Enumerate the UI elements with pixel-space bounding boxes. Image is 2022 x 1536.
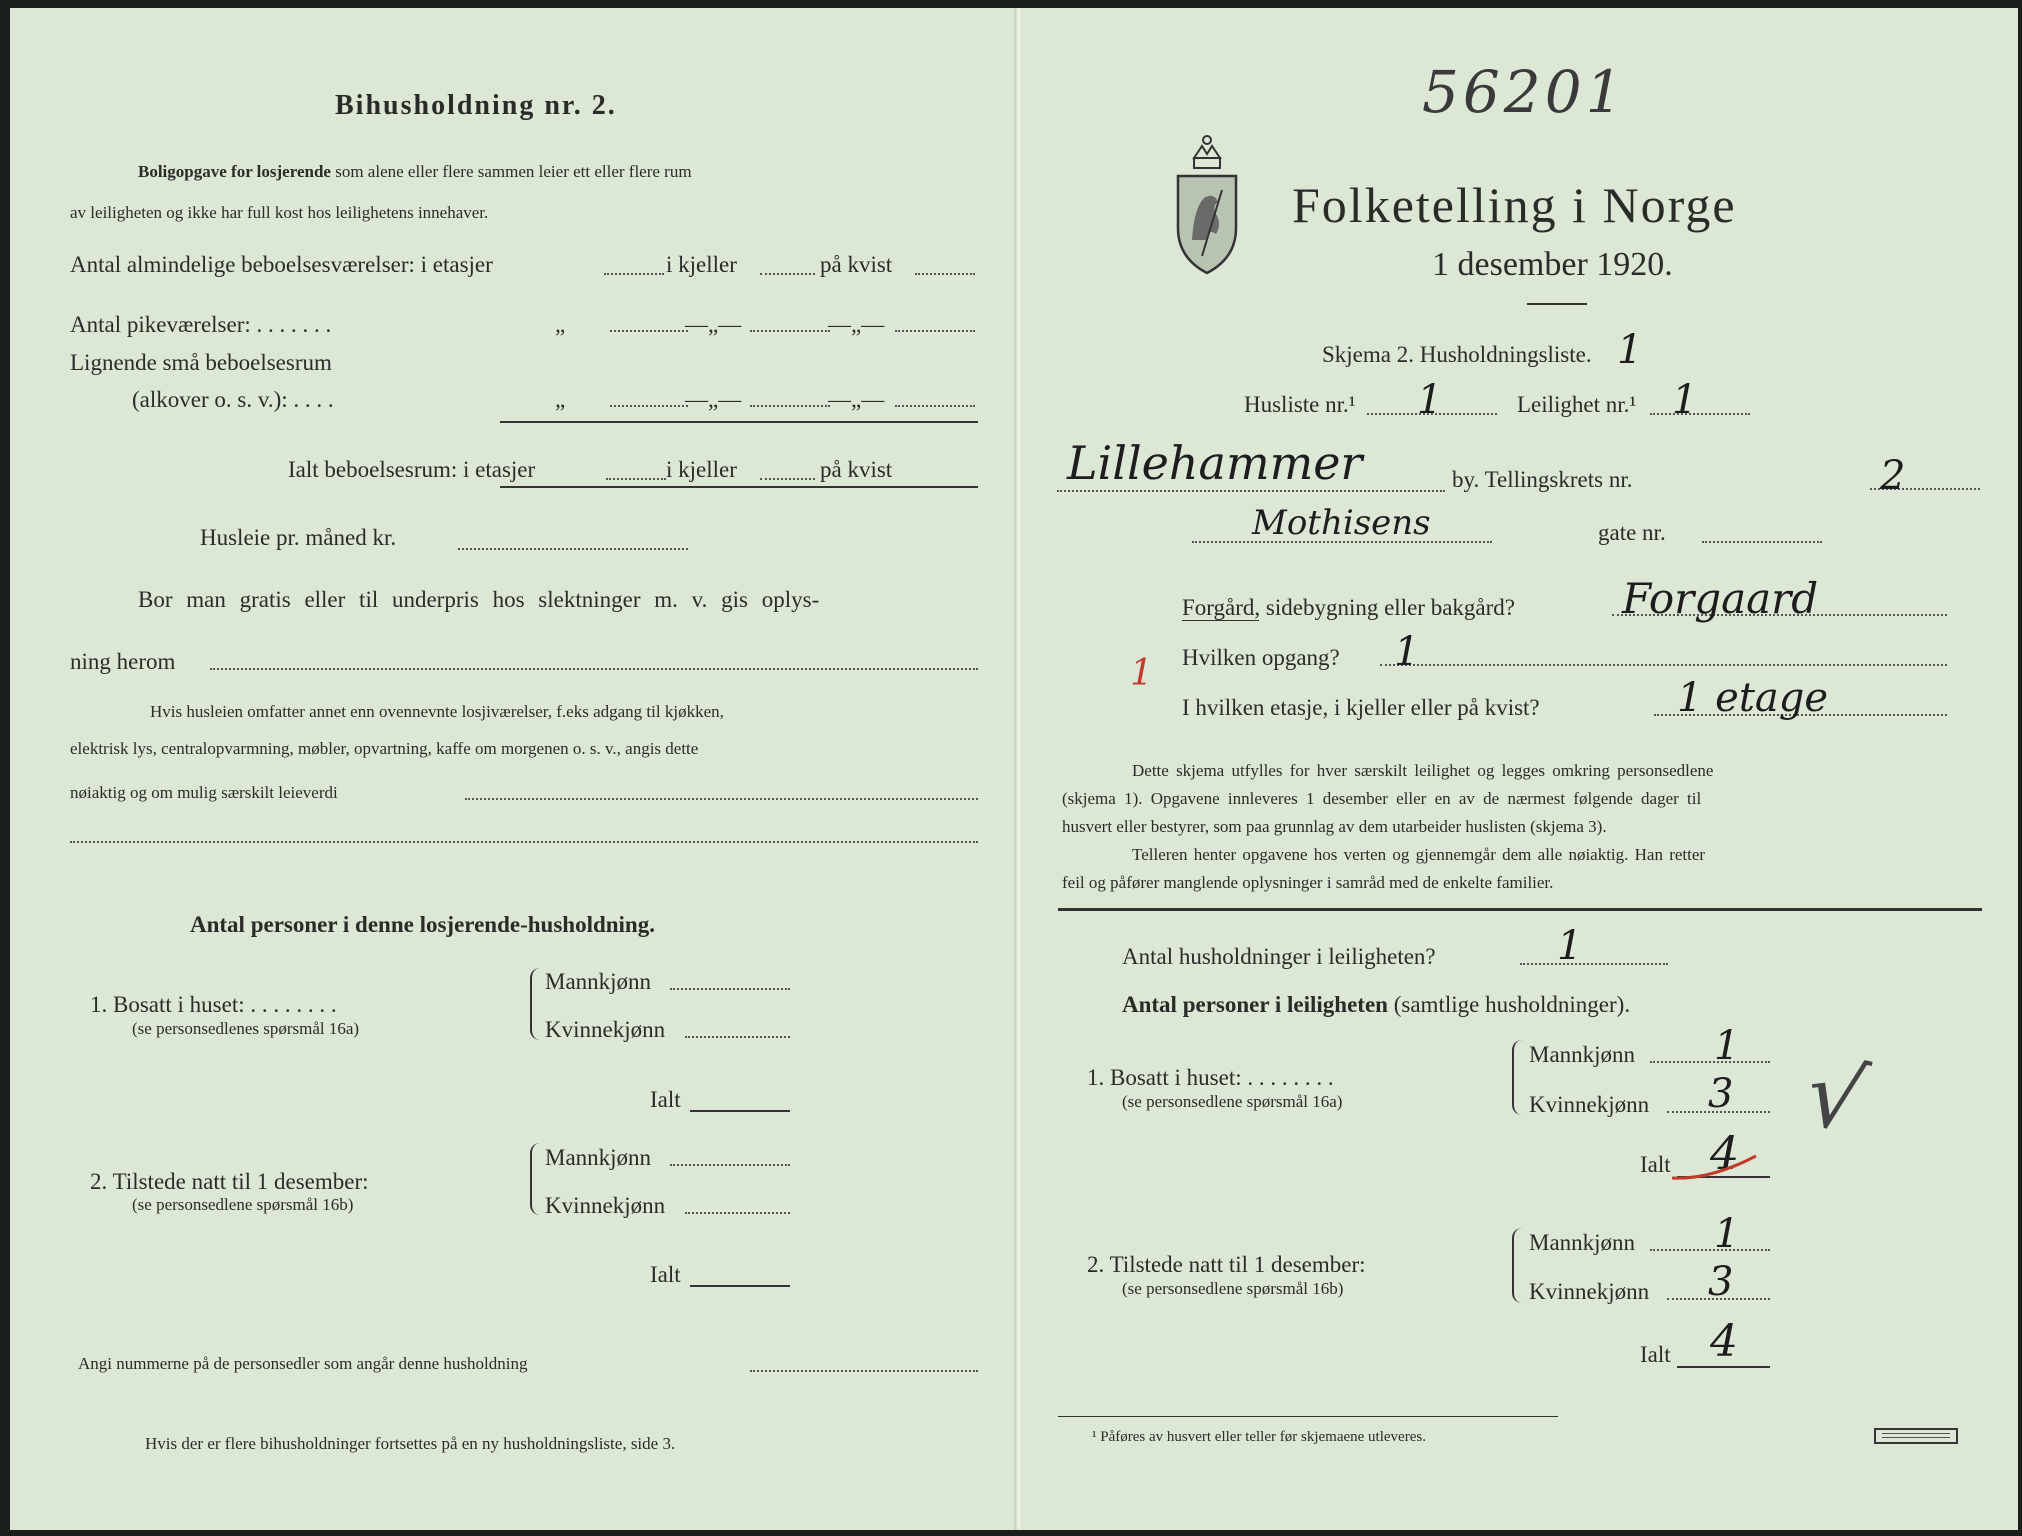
antal-hush-field[interactable] (1520, 963, 1668, 965)
q2-brace (1512, 1228, 1524, 1303)
q2-ialt-label: Ialt (650, 1262, 681, 1287)
q1-red-underline (1670, 1152, 1760, 1187)
fortsettes-note: Hvis der er flere bihusholdninger fortsettes på en ny husholdningsliste, side 3. (145, 1434, 676, 1453)
title-rule (1527, 303, 1587, 305)
q1-ialt-field[interactable] (690, 1110, 790, 1112)
left-title: Bihusholdning nr. 2. (335, 90, 617, 121)
q2-kvinne-field[interactable] (685, 1212, 790, 1214)
right-title: Folketelling i Norge (1292, 177, 1737, 233)
ialt-kjeller-field[interactable] (760, 478, 815, 480)
instruction-line5: feil og påfører manglende oplysninger i samråd med de enkelte familier. (1062, 873, 1554, 892)
ialt-rule (500, 486, 978, 488)
forgard-hw: Forgaard (1622, 574, 1819, 623)
leieverdi-field-2[interactable] (70, 841, 978, 843)
right-page (1022, 8, 2018, 1530)
leilighet-label: Leilighet nr.¹ (1517, 392, 1637, 417)
census-date: 1 desember 1920. (1432, 246, 1673, 283)
street-field[interactable] (1192, 541, 1492, 543)
rooms-kvist-label: på kvist (820, 252, 893, 277)
opgang-question: Hvilken opgang? (1182, 645, 1340, 670)
pike-ditto-2: —„— (685, 312, 742, 337)
lign-field-2[interactable] (750, 405, 830, 407)
pike-ditto-3: —„— (828, 312, 885, 337)
q2-ialt-field[interactable] (690, 1285, 790, 1287)
q1-label: 1. Bosatt i huset: . . . . . . . . (90, 992, 337, 1017)
q2-mann-label: Mannkjønn (545, 1145, 652, 1170)
skjema-label: Skjema 2. Husholdningsliste. (1322, 342, 1592, 367)
street-hw: Mothisens (1252, 503, 1431, 543)
opgang-field[interactable] (1380, 664, 1947, 666)
leilighet-field[interactable] (1650, 413, 1750, 415)
etasje-question: I hvilken etasje, i kjeller eller på kvist? (1182, 695, 1540, 720)
check-mark: √ (1796, 1040, 1875, 1155)
instruction-line1: Dette skjema utfylles for hver særskilt leilighet og legges omkring personsedlene (1132, 761, 1714, 780)
antal-hush-label: Antal husholdninger i leiligheten? (1122, 944, 1436, 969)
pike-field-2[interactable] (750, 330, 830, 332)
q1-ialt-label: Ialt (650, 1087, 681, 1112)
q1-ialt-hw: 4 (1710, 1126, 1740, 1180)
gate-nr-field[interactable] (1702, 541, 1822, 543)
norway-coat-of-arms-icon (1172, 128, 1242, 278)
city-field[interactable] (1057, 490, 1445, 492)
rooms-kvist-field[interactable] (915, 273, 975, 275)
antal-heading: Antal personer i denne losjerende-husholdning. (190, 912, 655, 937)
stamp-number: 56201 (1422, 58, 1627, 126)
lign-field-1[interactable] (610, 405, 688, 407)
q2-brace (530, 1143, 542, 1215)
ialt-kvist-label: på kvist (820, 457, 893, 482)
q1-mann-label: Mannkjønn (1529, 1042, 1636, 1067)
q1-kvinne-hw: 3 (1708, 1071, 1734, 1117)
rooms-etasjer-field[interactable] (604, 273, 664, 275)
gate-label: gate nr. (1598, 520, 1666, 545)
q1-mann-field[interactable] (670, 988, 790, 990)
margin-mark: 1 (1130, 653, 1153, 694)
footnote-rule (1058, 1416, 1558, 1417)
q1-kvinne-field[interactable] (685, 1036, 790, 1038)
husliste-label: Husliste nr.¹ (1244, 392, 1356, 417)
husleien-line2: elektrisk lys, centralopvarmning, møbler, opvartning, kaffe om morgenen o. s. v., angis dette (70, 739, 699, 758)
intro-line2: av leiligheten og ikke har full kost hos leilighetens innehaver. (70, 203, 489, 222)
gratis-line2: ning herom (70, 649, 176, 674)
q2-kvinne-label: Kvinnekjønn (1529, 1279, 1650, 1304)
antal-pers-heading: Antal personer i leiligheten (samtlige husholdninger). (1122, 992, 1631, 1017)
rooms-kjeller-label: i kjeller (666, 252, 737, 277)
q2-mann-hw: 1 (1714, 1211, 1740, 1257)
q2-kvinne-label: Kvinnekjønn (545, 1193, 666, 1218)
lign-ditto-3: —„— (828, 387, 885, 412)
footnote: ¹ Påføres av husvert eller teller før skjemaene utleveres. (1092, 1429, 1426, 1445)
husleie-label: Husleie pr. måned kr. (200, 525, 397, 550)
husleien-line1: Hvis husleien omfatter annet enn ovennevnte losjiværelser, f.eks adgang til kjøkken, (150, 702, 724, 721)
lign-field-3[interactable] (895, 405, 975, 407)
opgang-hw: 1 (1394, 629, 1420, 675)
angi-field[interactable] (750, 1370, 978, 1372)
lign-ditto-1: „ (555, 387, 566, 412)
etasje-hw: 1 etage (1677, 675, 1829, 721)
gratis-line1: Bor man gratis eller til underpris hos slektninger m. v. gis oplys- (138, 587, 820, 612)
ialt-kjeller-label: i kjeller (666, 457, 737, 482)
husleien-line3: nøiaktig og om mulig særskilt leieverdi (70, 783, 338, 802)
pike-ditto-1: „ (555, 312, 566, 337)
leilighet-hw: 1 (1672, 377, 1698, 423)
husliste-hw: 1 (1417, 377, 1443, 423)
q1-mann-field[interactable] (1650, 1061, 1770, 1063)
rooms-kjeller-field[interactable] (760, 273, 815, 275)
husleie-field[interactable] (458, 548, 688, 550)
city-hw: Lillehammer (1067, 436, 1363, 490)
ialt-rooms-label: Ialt beboelsesrum: i etasjer (288, 457, 536, 482)
q2-mann-label: Mannkjønn (1529, 1230, 1636, 1255)
q1-brace (1512, 1040, 1524, 1115)
q2-label: 2. Tilstede natt til 1 desember: (90, 1169, 369, 1194)
forgard-underline (1182, 620, 1259, 621)
q2-mann-field[interactable] (670, 1164, 790, 1166)
gratis-field[interactable] (210, 668, 978, 670)
q1-ialt-label: Ialt (1640, 1152, 1671, 1177)
q2-label: 2. Tilstede natt til 1 desember: (1087, 1252, 1366, 1277)
intro-line1: Boligopgave for losjerende som alene eller flere sammen leier ett eller flere rum (138, 162, 692, 181)
section-divider (1058, 908, 1982, 911)
q1-kvinne-label: Kvinnekjønn (545, 1017, 666, 1042)
angi-label: Angi nummerne på de personsedler som angår denne husholdning (78, 1354, 528, 1373)
antal-hush-hw: 1 (1557, 923, 1583, 969)
q1-label: 1. Bosatt i huset: . . . . . . . . (1087, 1065, 1334, 1090)
lign-ditto-2: —„— (685, 387, 742, 412)
krets-hw: 2 (1880, 453, 1906, 499)
printer-mark-icon (1874, 1428, 1958, 1444)
q2-kvinne-hw: 3 (1708, 1259, 1734, 1305)
lign-label-2: (alkover o. s. v.): . . . . (132, 387, 334, 412)
forgard-question: Forgård, sidebygning eller bakgård? (1182, 595, 1515, 620)
q1-brace (530, 968, 542, 1040)
q1-mann-hw: 1 (1714, 1023, 1740, 1069)
q2-sub: (se personsedlene spørsmål 16b) (132, 1195, 354, 1214)
pike-field-1[interactable] (610, 330, 688, 332)
sum-rule (500, 421, 978, 423)
q1-sub: (se personsedlenes spørsmål 16a) (132, 1019, 360, 1038)
pike-label: Antal pikeværelser: . . . . . . . (70, 312, 332, 337)
by-krets-label: by. Tellingskrets nr. (1452, 467, 1633, 492)
q1-kvinne-label: Kvinnekjønn (1529, 1092, 1650, 1117)
q2-ialt-label: Ialt (1640, 1342, 1671, 1367)
instruction-line3: husvert eller bestyrer, som paa grunnlag av dem utarbeider huslisten (skjema 3). (1062, 817, 1607, 836)
q2-mann-field[interactable] (1650, 1249, 1770, 1251)
instruction-line4: Telleren henter opgavene hos verten og gjennemgår dem alle nøiaktig. Han retter (1132, 845, 1706, 864)
lign-label-1: Lignende små beboelsesrum (70, 350, 332, 375)
q1-mann-label: Mannkjønn (545, 969, 652, 994)
q2-sub: (se personsedlene spørsmål 16b) (1122, 1279, 1344, 1298)
rooms-label: Antal almindelige beboelsesværelser: i etasjer (70, 252, 493, 277)
q2-ialt-hw: 4 (1710, 1316, 1738, 1367)
left-page (10, 8, 1016, 1530)
ialt-etasjer-field[interactable] (606, 478, 666, 480)
instruction-line2: (skjema 1). Opgavene innleveres 1 desember eller en av de nærmest følgende dager til (1062, 789, 1702, 808)
pike-field-3[interactable] (895, 330, 975, 332)
skjema-hw: 1 (1617, 327, 1643, 373)
q1-sub: (se personsedlene spørsmål 16a) (1122, 1092, 1343, 1111)
leieverdi-field[interactable] (465, 798, 978, 800)
